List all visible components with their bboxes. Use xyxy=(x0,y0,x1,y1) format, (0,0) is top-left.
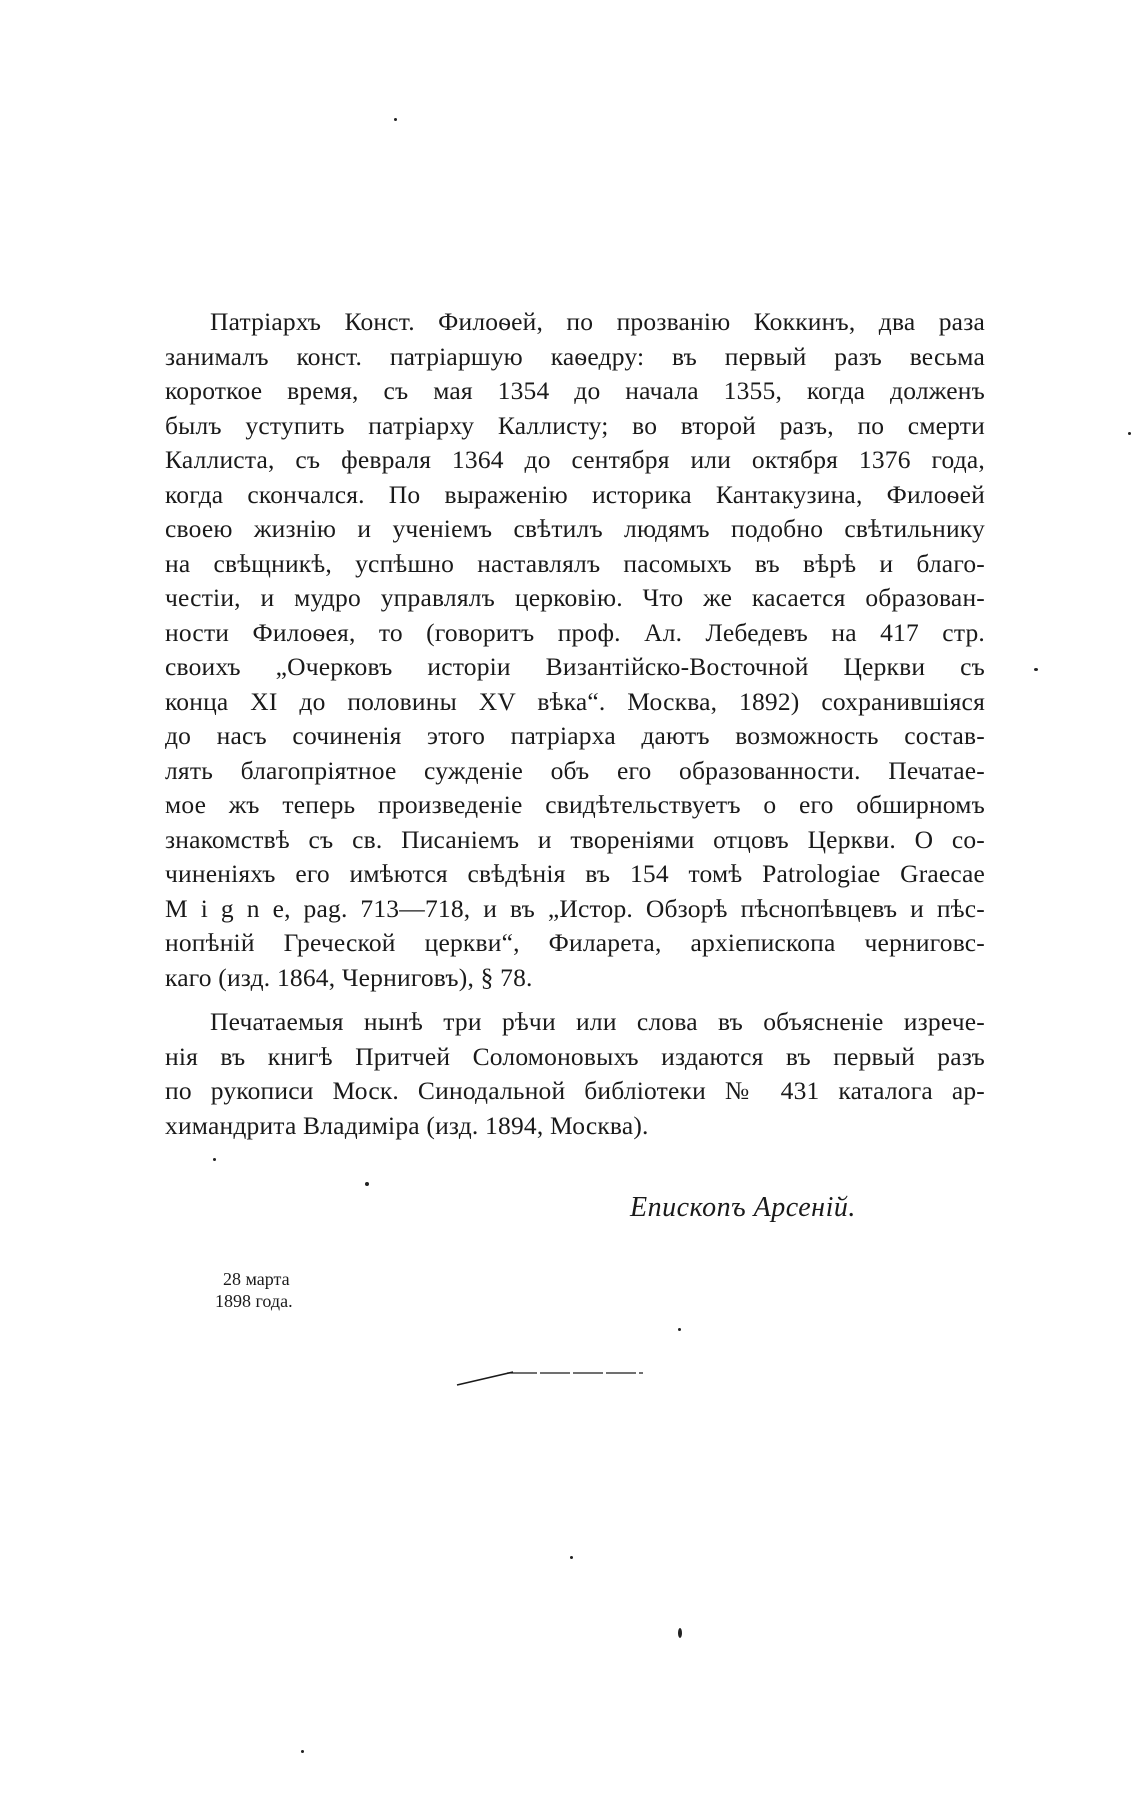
date-day-month: 28 марта xyxy=(223,1269,290,1289)
scan-speck xyxy=(365,1182,369,1186)
text-line: конца XI до половины XV вѣка“. Москва, 1892) сохранившіяся xyxy=(165,686,985,716)
text-line: честіи, и мудро управлялъ церковію. Что же касается образован- xyxy=(165,583,985,612)
scan-speck xyxy=(1034,668,1038,671)
date-year: 1898 года. xyxy=(215,1291,293,1311)
scan-speck xyxy=(678,1328,681,1331)
signature: Епископъ Арсеній. xyxy=(630,1192,856,1223)
text-line: своею жизнію и ученіемъ свѣтилъ людямъ подобно свѣтильнику xyxy=(165,514,985,543)
scan-speck xyxy=(1128,432,1131,435)
paragraph-2 xyxy=(165,1005,985,1143)
text-line: Патріархъ Конст. Филоѳей, по прозванію Коккинъ, два раза xyxy=(210,307,985,336)
text-line: M i g n e, pag. 713—718, и въ „Истор. Обзорѣ пѣснопѣвцевъ и пѣс- xyxy=(165,893,985,923)
text-line: химандрита Владиміра (изд. 1894, Москва). xyxy=(165,1110,649,1140)
scan-speck xyxy=(678,1628,682,1638)
scan-speck xyxy=(213,1158,216,1161)
text-line: мое жъ теперь произведеніе свидѣтельствуетъ о его обширномъ xyxy=(165,790,985,819)
text-line: до насъ сочиненія этого патріарха даютъ возможность состав- xyxy=(165,721,985,750)
preface-text xyxy=(165,305,985,1143)
text-line: своихъ „Очерковъ исторіи Византійско-Восточной Церкви съ xyxy=(165,652,985,681)
date-block xyxy=(215,1268,293,1312)
text-line: каго (изд. 1864, Черниговъ), § 78. xyxy=(165,962,533,992)
text-line: былъ уступить патріарху Каллисту; во второй разъ, по смерти xyxy=(165,410,985,440)
text-line: по рукописи Моск. Синодальной библіотеки № 431 каталога ар- xyxy=(165,1076,985,1105)
text-line: занималъ конст. патріаршую каѳедру: въ первый разъ весьма xyxy=(165,341,985,371)
text-line: знакомствѣ съ св. Писаніемъ и твореніями отцовъ Церкви. О со- xyxy=(165,824,985,854)
scan-speck xyxy=(394,118,397,121)
text-line: Каллиста, съ февраля 1364 до сентября или октября 1376 года, xyxy=(165,445,985,474)
scan-speck xyxy=(570,1556,573,1559)
text-line: чиненіяхъ его имѣются свѣдѣнія въ 154 томѣ Patrologiae Graecae xyxy=(165,859,985,888)
text-line: лять благопріятное сужденіе объ его образованности. Печатае- xyxy=(165,755,985,785)
text-line: когда скончался. По выраженію историка Кантакузина, Филоѳей xyxy=(165,479,985,509)
scan-speck xyxy=(301,1750,304,1753)
paragraph-1 xyxy=(165,305,985,995)
text-line: на свѣщникѣ, успѣшно наставлялъ пасомыхъ въ вѣрѣ и благо- xyxy=(165,548,985,578)
text-line: короткое время, съ мая 1354 до начала 1355, когда долженъ xyxy=(165,376,985,405)
text-line: ности Филоѳея, то (говоритъ проф. Ал. Лебедевъ на 417 стр. xyxy=(165,617,985,647)
text-line: нопѣній Греческой церкви“, Филарета, архіепископа черниговс- xyxy=(165,928,985,957)
text-line: нія въ книгѣ Притчей Соломоновыхъ издаются въ первый разъ xyxy=(165,1041,985,1071)
text-line: Печатаемыя нынѣ три рѣчи или слова въ объясненіе изрече- xyxy=(210,1007,985,1036)
end-rule-divider xyxy=(455,1368,645,1388)
